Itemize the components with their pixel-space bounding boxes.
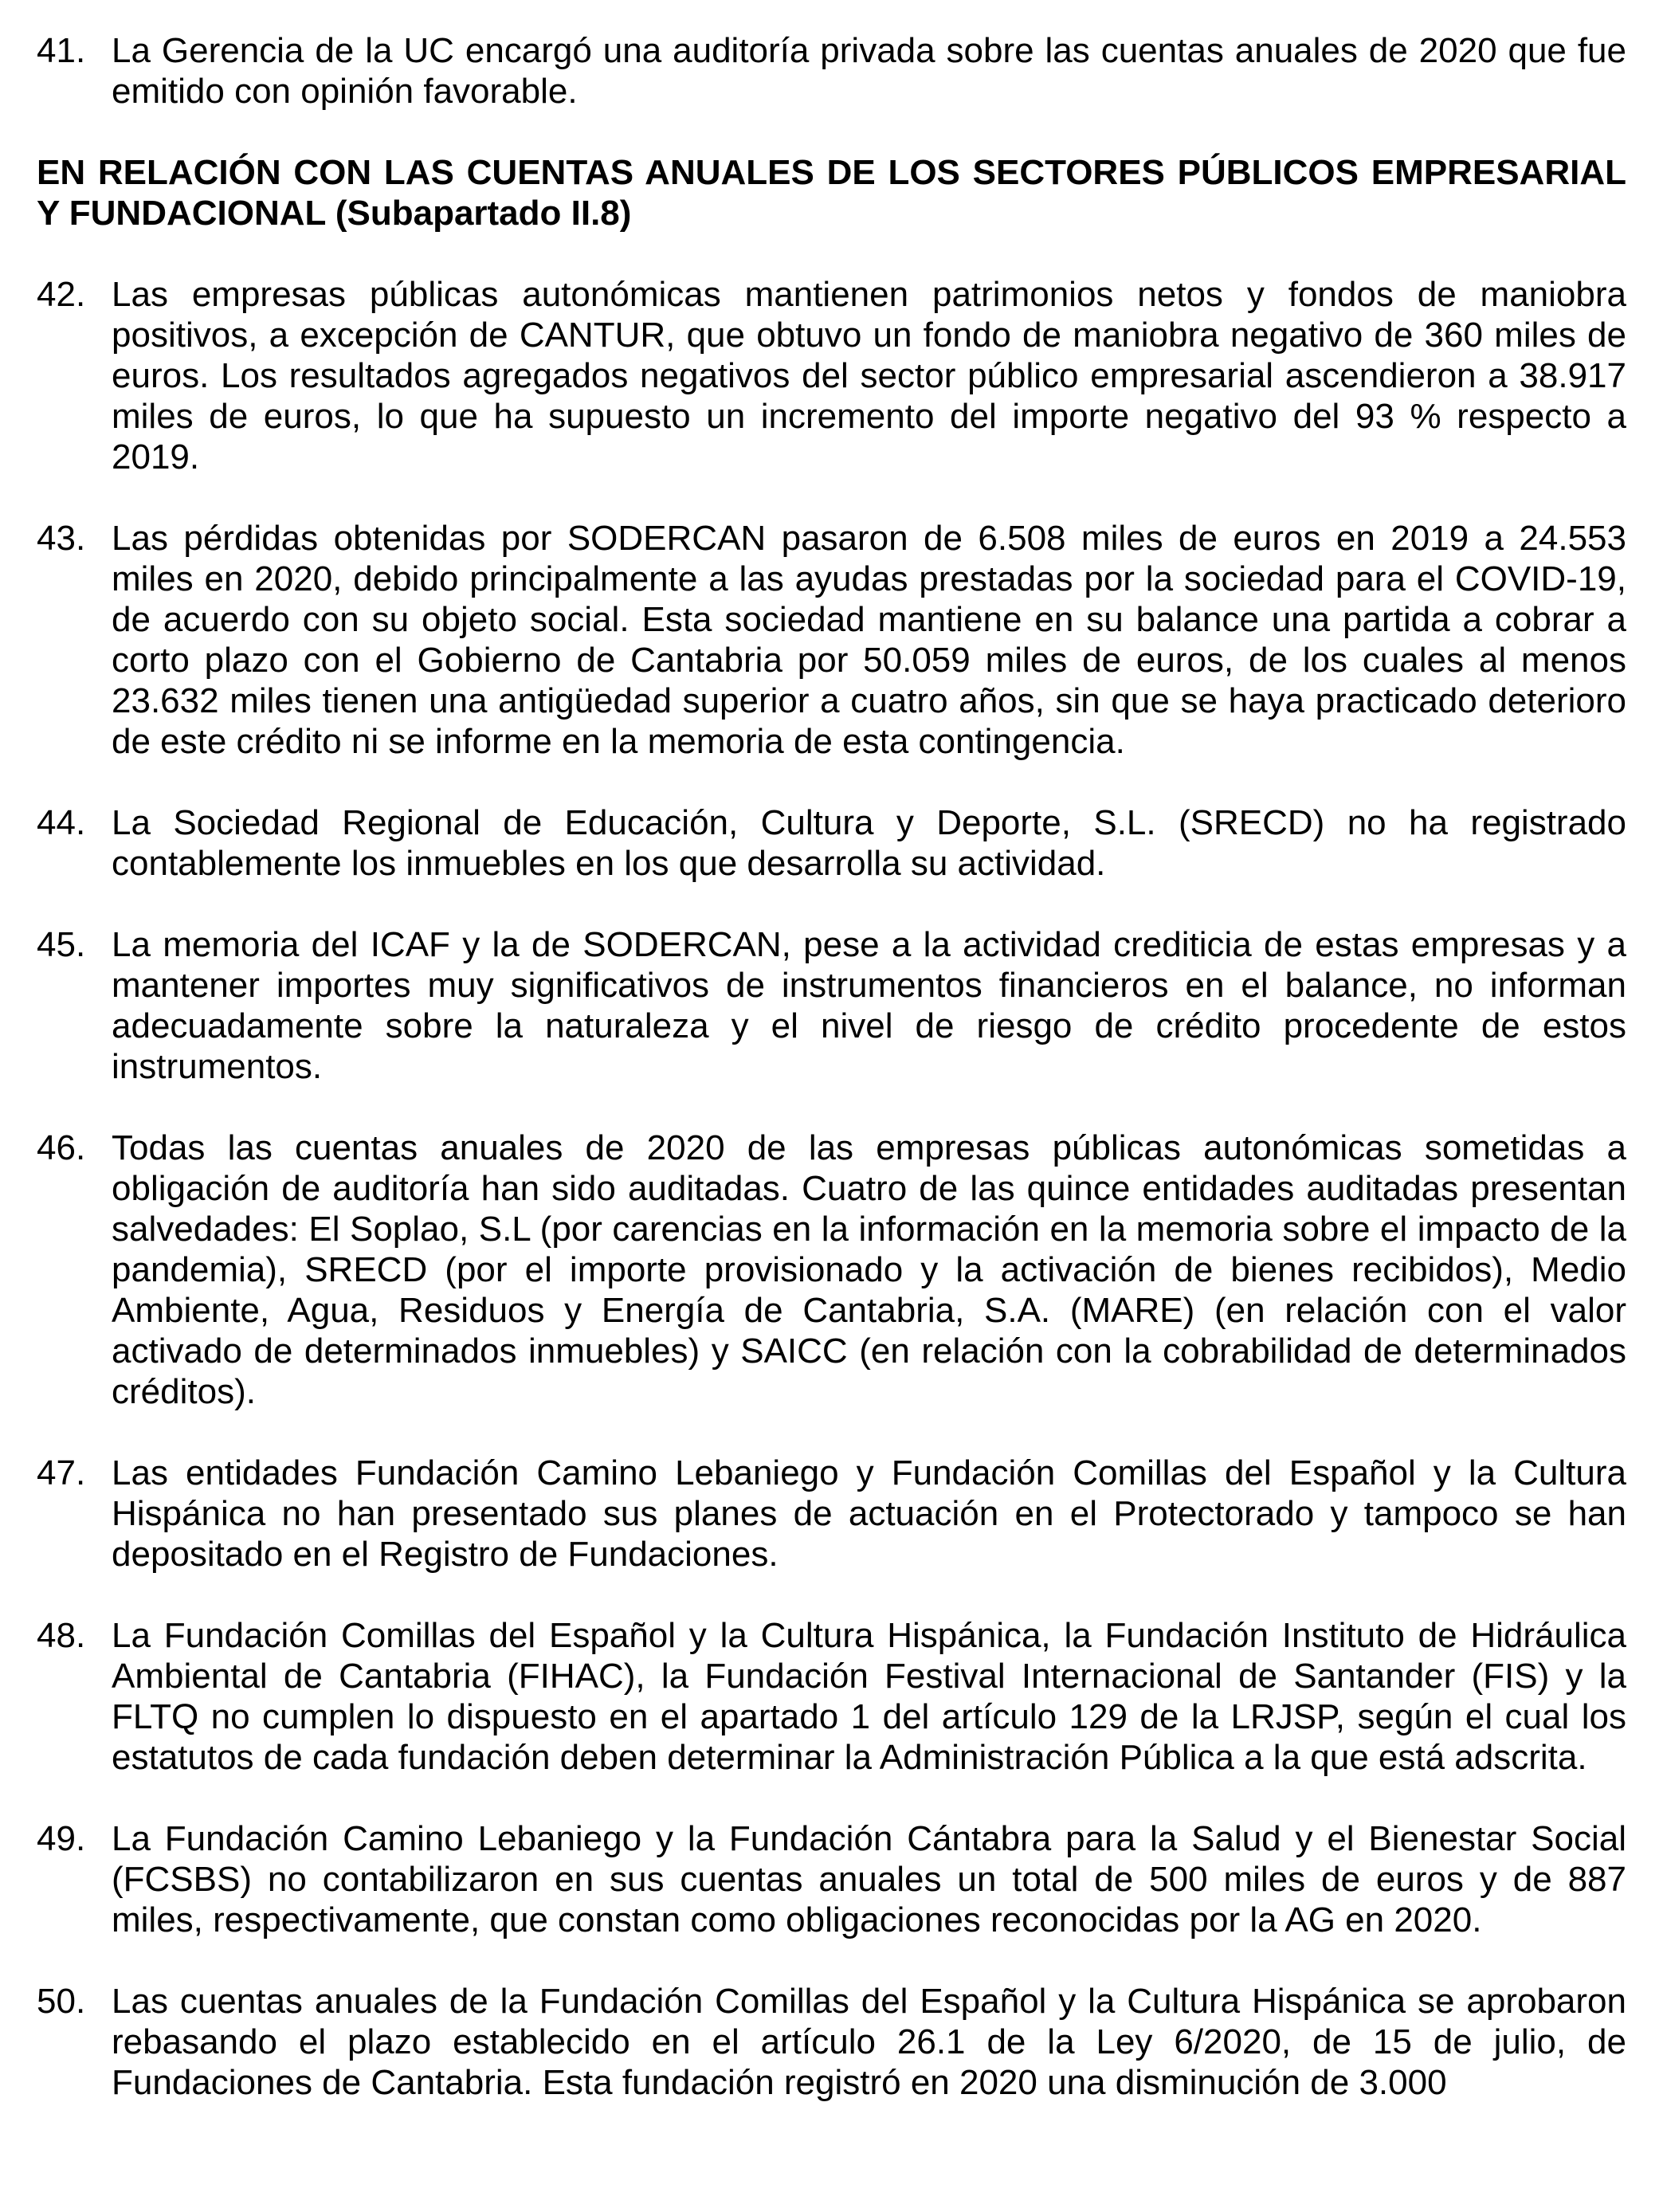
list-item-48	[37, 1615, 1626, 1778]
paragraph-text: Las pérdidas obtenidas por SODERCAN pasaron de 6.508 miles de euros en 2019 a 24.553 miles en 2020, debido principalmente a las ayudas prestadas por la sociedad para el COVID-19, de acuerdo con su objeto social. Esta sociedad mantiene en su balance una partida a cobrar a corto plazo con el Gobierno de Cantabria por 50.059 miles de euros, de los cuales al menos 23.632 miles tienen una antigüedad superior a cuatro años, sin que se haya practicado deterioro de este crédito ni se informe en la memoria de esta contingencia.	[112, 519, 1626, 761]
paragraph-number: 48.	[37, 1616, 86, 1655]
list-item-42	[37, 274, 1626, 477]
paragraph-number: 47.	[37, 1453, 86, 1492]
paragraph-number: 49.	[37, 1819, 86, 1858]
list-item-46	[37, 1128, 1626, 1412]
list-item-50	[37, 1981, 1626, 2103]
paragraph-text: Las cuentas anuales de la Fundación Comillas del Español y la Cultura Hispánica se aprobaron rebasando el plazo establecido en el artículo 26.1 de la Ley 6/2020, de 15 de julio, de Fundaciones de Cantabria. Esta fundación registró en 2020 una disminución de 3.000	[112, 1982, 1626, 2102]
paragraph-number: 44.	[37, 803, 86, 842]
paragraph-number: 45.	[37, 925, 86, 964]
list-item-43	[37, 518, 1626, 762]
paragraph-text: La Fundación Comillas del Español y la Cultura Hispánica, la Fundación Instituto de Hidráulica Ambiental de Cantabria (FIHAC), la Fundación Festival Internacional de Santander (FIS) y la FLTQ no cumplen lo dispuesto en el apartado 1 del artículo 129 de la LRJSP, según el cual los estatutos de cada fundación deben determinar la Administración Pública a la que está adscrita.	[112, 1616, 1626, 1777]
paragraph-number: 46.	[37, 1128, 86, 1167]
list-item-44	[37, 802, 1626, 884]
list-item-47	[37, 1453, 1626, 1575]
paragraph-number: 41.	[37, 31, 86, 70]
paragraph-number: 43.	[37, 519, 86, 558]
paragraph-text: Las entidades Fundación Camino Lebaniego y Fundación Comillas del Español y la Cultura Hispánica no han presentado sus planes de actuación en el Protectorado y tampoco se han depositado en el Registro de Fundaciones.	[112, 1453, 1626, 1574]
paragraph-text: Las empresas públicas autonómicas mantienen patrimonios netos y fondos de maniobra positivos, a excepción de CANTUR, que obtuvo un fondo de maniobra negativo de 360 miles de euros. Los resultados agregados negativos del sector público empresarial ascendieron a 38.917 miles de euros, lo que ha supuesto un incremento del importe negativo del 93 % respecto a 2019.	[112, 275, 1626, 477]
paragraph-text: Todas las cuentas anuales de 2020 de las empresas públicas autonómicas sometidas a obligación de auditoría han sido auditadas. Cuatro de las quince entidades auditadas presentan salvedades: El Soplao, S.L (por carencias en la información en la memoria sobre el impacto de la pandemia), SRECD (por el importe provisionado y la activación de bienes recibidos), Medio Ambiente, Agua, Residuos y Energía de Cantabria, S.A. (MARE) (en relación con el valor activado de determinados inmuebles) y SAICC (en relación con la cobrabilidad de determinados créditos).	[112, 1128, 1626, 1411]
paragraph-text: La Sociedad Regional de Educación, Cultura y Deporte, S.L. (SRECD) no ha registrado contablemente los inmuebles en los que desarrolla su actividad.	[112, 803, 1626, 883]
section-heading: EN RELACIÓN CON LAS CUENTAS ANUALES DE LOS SECTORES PÚBLICOS EMPRESARIAL Y FUNDACIONAL (Subapartado II.8)	[37, 153, 1626, 233]
list-item-41	[37, 30, 1626, 112]
paragraph-text: La memoria del ICAF y la de SODERCAN, pese a la actividad crediticia de estas empresas y a mantener importes muy significativos de instrumentos financieros en el balance, no informan adecuadamente sobre la naturaleza y el nivel de riesgo de crédito procedente de estos instrumentos.	[112, 925, 1626, 1086]
list-item-49	[37, 1818, 1626, 1940]
paragraph-number: 50.	[37, 1982, 86, 2021]
paragraph-text: La Gerencia de la UC encargó una auditoría privada sobre las cuentas anuales de 2020 que fue emitido con opinión favorable.	[112, 31, 1626, 111]
paragraph-number: 42.	[37, 275, 86, 314]
paragraph-text: La Fundación Camino Lebaniego y la Fundación Cántabra para la Salud y el Bienestar Social (FCSBS) no contabilizaron en sus cuentas anuales un total de 500 miles de euros y de 887 miles, respectivamente, que constan como obligaciones reconocidas por la AG en 2020.	[112, 1819, 1626, 1939]
list-item-45	[37, 924, 1626, 1087]
